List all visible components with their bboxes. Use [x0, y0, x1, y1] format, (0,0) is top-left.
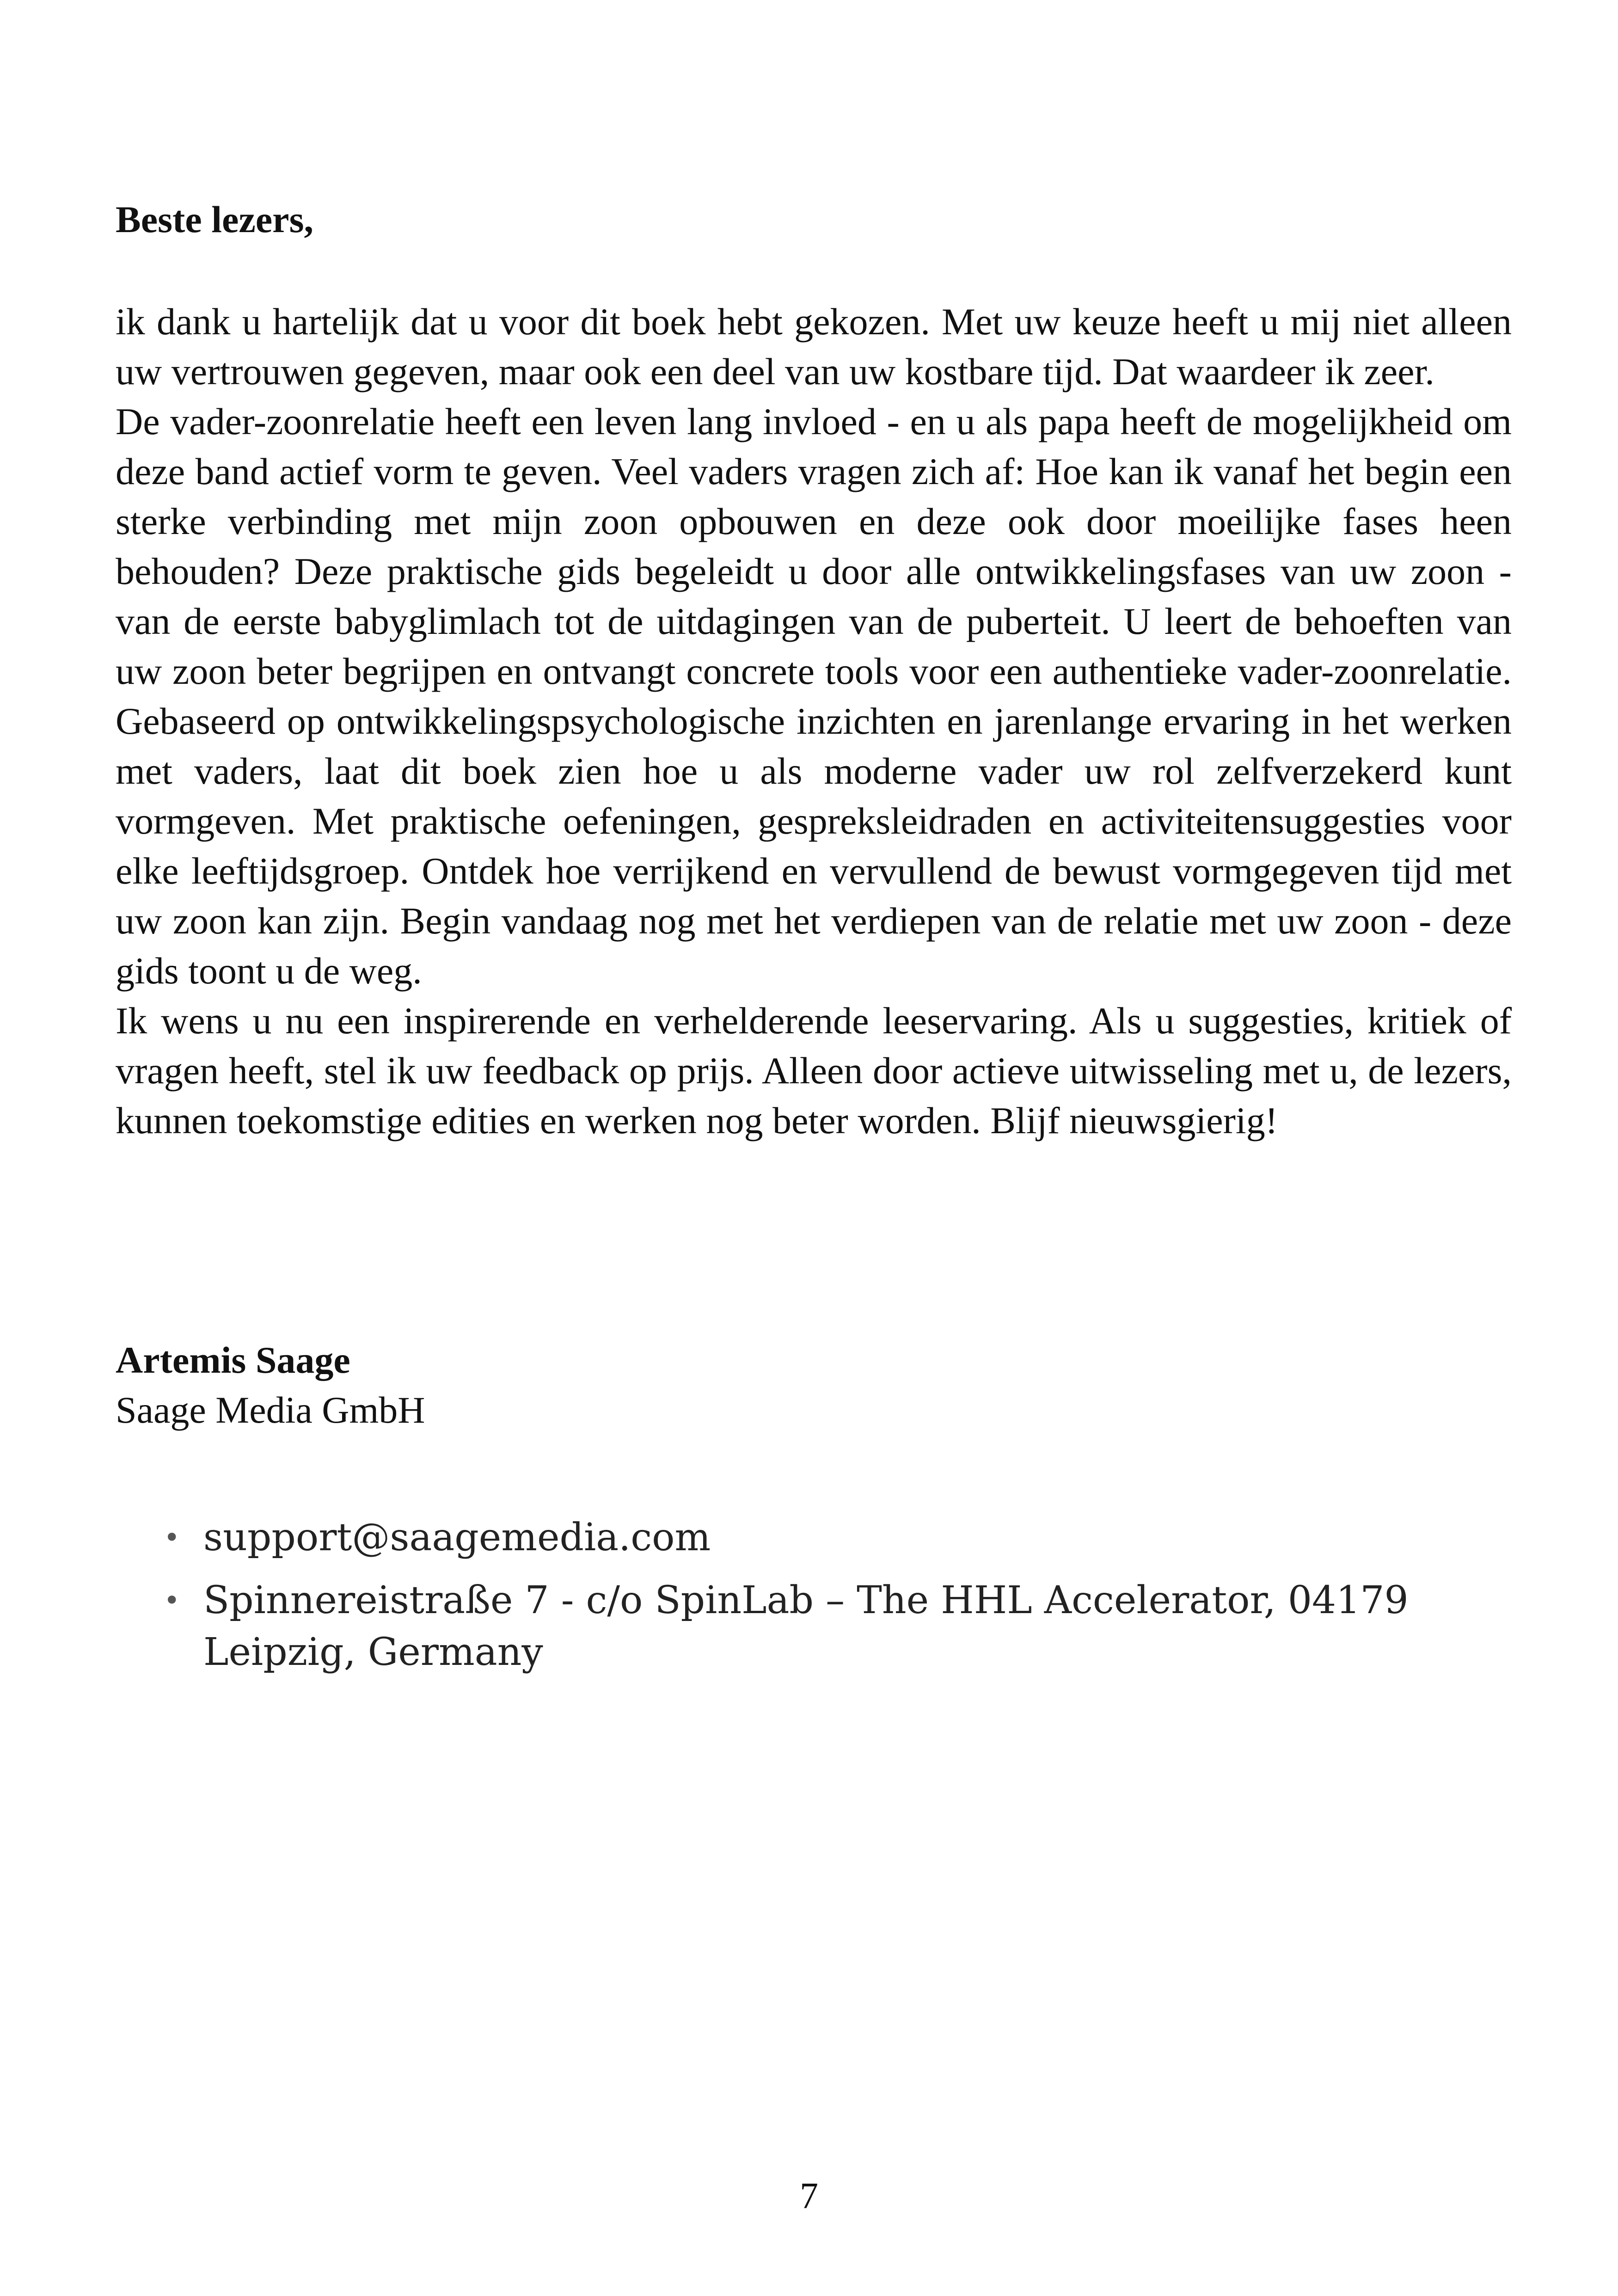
contact-email-item [157, 1512, 1498, 1564]
paragraph-intro: ik dank u hartelijk dat u voor dit boek hebt gekozen. Met uw keuze heeft u mij niet alleen uw vertrouwen gegeven, maar ook een deel van uw kostbare tijd. Dat waardeer ik zeer. [116, 301, 1512, 393]
contact-email[interactable]: support@saagemedia.com [203, 1516, 711, 1559]
contact-address: Spinnereistraße 7 - c/o SpinLab – The HHL Accelerator, 04179 Leipzig, Germany [203, 1578, 1409, 1674]
page-number: 7 [800, 2176, 818, 2216]
company-name: Saage Media GmbH [116, 1389, 425, 1431]
signature-block [116, 1335, 1512, 1435]
letter-body [116, 297, 1512, 1146]
author-name: Artemis Saage [116, 1339, 350, 1381]
paragraph-main: De vader-zoonrelatie heeft een leven lang invloed - en u als papa heeft de mogelijkheid om deze band actief vorm te geven. Veel vaders vragen zich af: Hoe kan ik vanaf het begin een sterke verbinding met mijn zoon opbouwen en deze ook door moeilijke fases heen behouden? Deze praktische gids begeleidt u door alle ontwikkelingsfases van uw zoon - van de eerste babyglimlach tot de uitdagingen van de puberteit. U leert de behoeften van uw zoon beter begrijpen en ontvangt concrete tools voor een authentieke vader-zoonrelatie. Gebaseerd op ontwikkelingspsychologische inzichten en jarenlange ervaring in het werken met vaders, laat dit boek zien hoe u als moderne vader uw rol zelfverzekerd kunt vormgeven. Met praktische oefeningen, gespreksleidraden en activiteitensuggesties voor elke leeftijdsgroep. Ontdek hoe verrijkend en vervullend de bewust vormgegeven tijd met uw zoon kan zijn. Begin vandaag nog met het verdiepen van de relatie met uw zoon - deze gids toont u de weg. [116, 400, 1512, 992]
paragraph-closing: Ik wens u nu een inspirerende en verhelderende leeservaring. Als u suggesties, kritiek of vragen heeft, stel ik uw feedback op prijs. Alleen door actieve uitwisseling met u, de lezers, kunnen toekomstige edities en werken nog beter worden. Blijf nieuwsgierig! [116, 1000, 1512, 1142]
bullet-icon: • [164, 1522, 180, 1554]
bullet-icon: • [164, 1584, 180, 1617]
contact-address-item [157, 1575, 1498, 1678]
letter-greeting: Beste lezers, [116, 198, 313, 240]
contact-list [157, 1512, 1498, 1689]
